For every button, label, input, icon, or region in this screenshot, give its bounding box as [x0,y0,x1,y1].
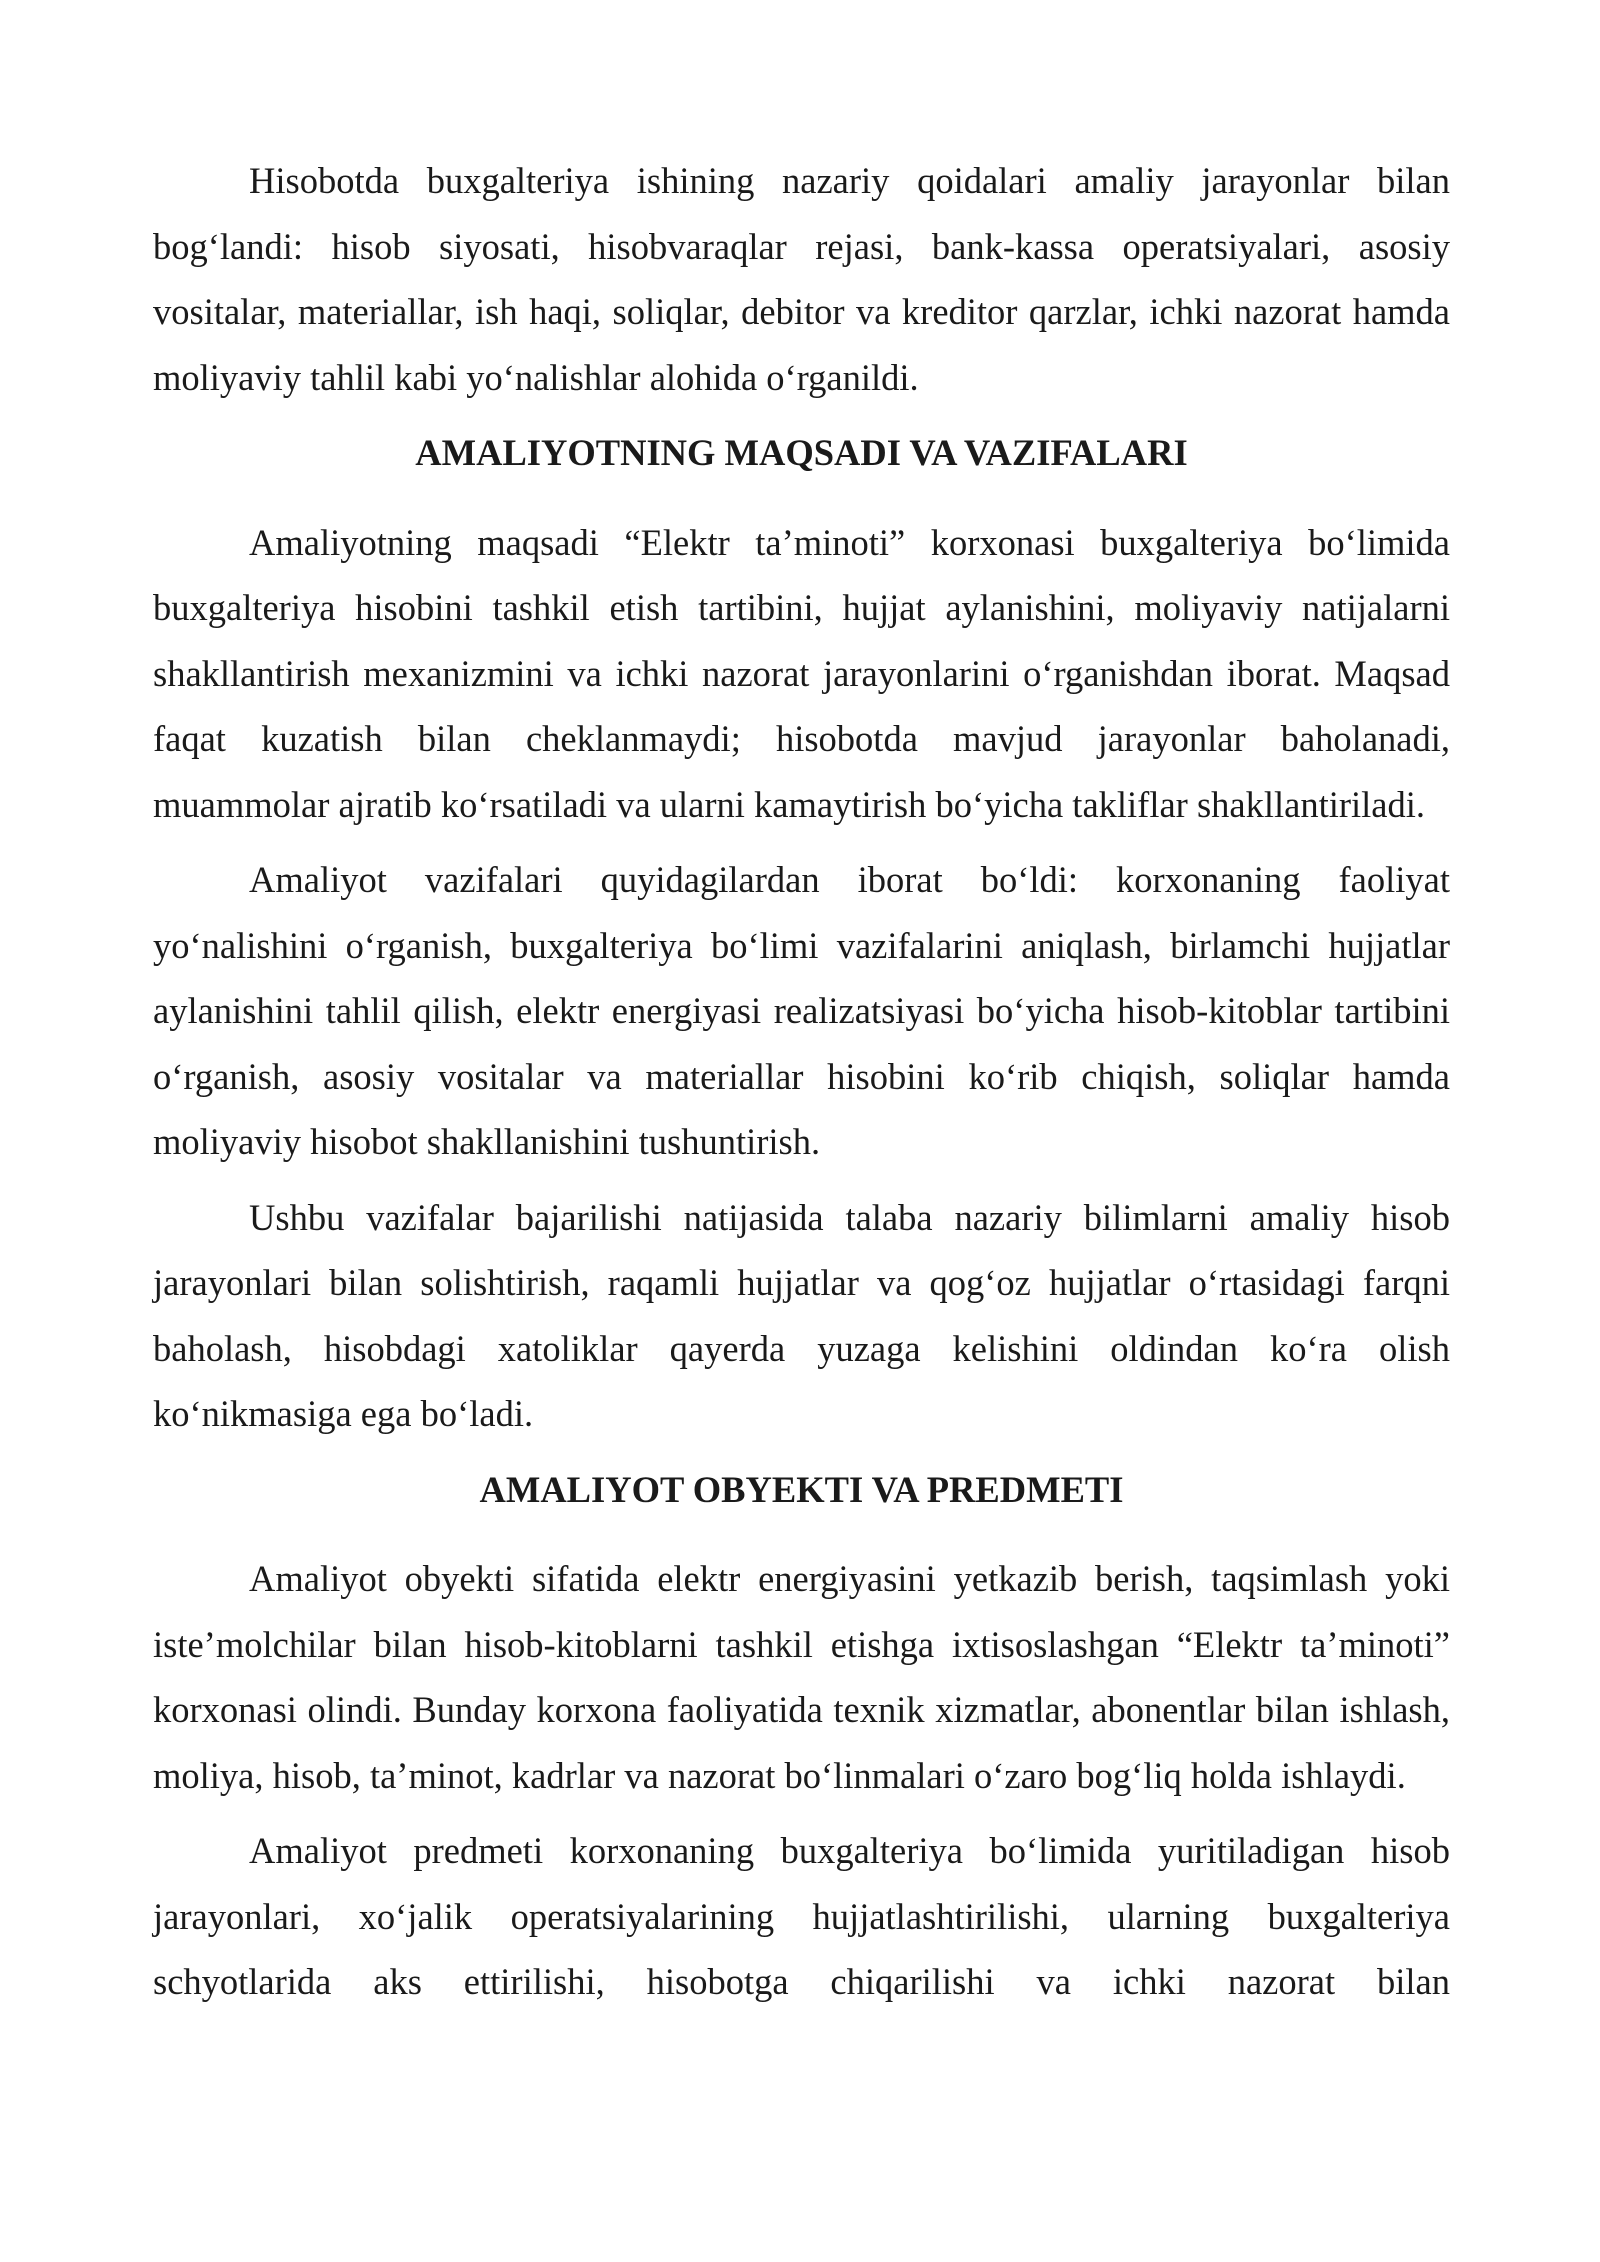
paragraph-4: Ushbu vazifalar bajarilishi natijasida talaba nazariy bilimlarni amaliy hisob jarayonlari bilan solishtirish, raqamli hujjatlar va qog‘oz hujjatlar o‘rtasidagi farqni baholash, hisobdagi xatoliklar qayerda yuzaga kelishini oldindan ko‘ra olish ko‘nikmasiga ega bo‘ladi. [153,1196,1450,1434]
paragraph-2: Amaliyotning maqsadi “Elektr ta’minoti” korxonasi buxgalteriya bo‘limida buxgalteriya hisobini tashkil etish tartibini, hujjat aylanishini, moliyaviy natijalarni shakllantirish mexanizmini va ichki nazorat jarayonlarini o‘rganishdan iborat. Maqsad faqat kuzatish bilan cheklanmaydi; hisobotda mavjud jarayonlar baholanadi, muammolar ajratib ko‘rsatiladi va ularni kamaytirish bo‘yicha takliflar shakllantiriladi. [153,521,1450,825]
paragraph-1: Hisobotda buxgalteriya ishining nazariy qoidalari amaliy jarayonlar bilan bog‘landi: hisob siyosati, hisobvaraqlar rejasi, bank-kassa operatsiyalari, asosiy vositalar, materiallar, ish haqi, soliqlar, debitor va kreditor qarzlar, ichki nazorat hamda moliyaviy tahlil kabi yo‘nalishlar alohida o‘rganildi. [153,160,1450,398]
section-heading-goals: AMALIYOTNING MAQSADI VA VAZIFALARI [415,432,1188,473]
paragraph-3: Amaliyot vazifalari quyidagilardan iborat bo‘ldi: korxonaning faoliyat yo‘nalishini o‘rganish, buxgalteriya bo‘limi vazifalarini aniqlash, birlamchi hujjatlar aylanishini tahlil qilish, elektr energiyasi realizatsiyasi bo‘yicha hisob-kitoblar tartibini o‘rganish, asosiy vositalar va materiallar hisobini ko‘rib chiqish, soliqlar hamda moliyaviy hisobot shakllanishini tushuntirish. [153,859,1450,1162]
document-page [153,148,1450,2025]
section-heading-object: AMALIYOT OBYEKTI VA PREDMETI [479,1468,1124,1510]
paragraph-6: Amaliyot predmeti korxonaning buxgalteriya bo‘limida yuritiladigan hisob jarayonlari, xo‘jalik operatsiyalarining hujjatlashtirilishi, ularning buxgalteriya schyotlarida aks ettirilishi, hisobotga chiqarilishi va ichki nazorat bilan [153,1830,1450,2002]
paragraph-5: Amaliyot obyekti sifatida elektr energiyasini yetkazib berish, taqsimlash yoki iste’molchilar bilan hisob-kitoblarni tashkil etishga ixtisoslashgan “Elektr ta’minoti” korxonasi olindi. Bunday korxona faoliyatida texnik xizmatlar, abonentlar bilan ishlash, moliya, hisob, ta’minot, kadrlar va nazorat bo‘linmalari o‘zaro bog‘liq holda ishlaydi. [153,1558,1450,1796]
